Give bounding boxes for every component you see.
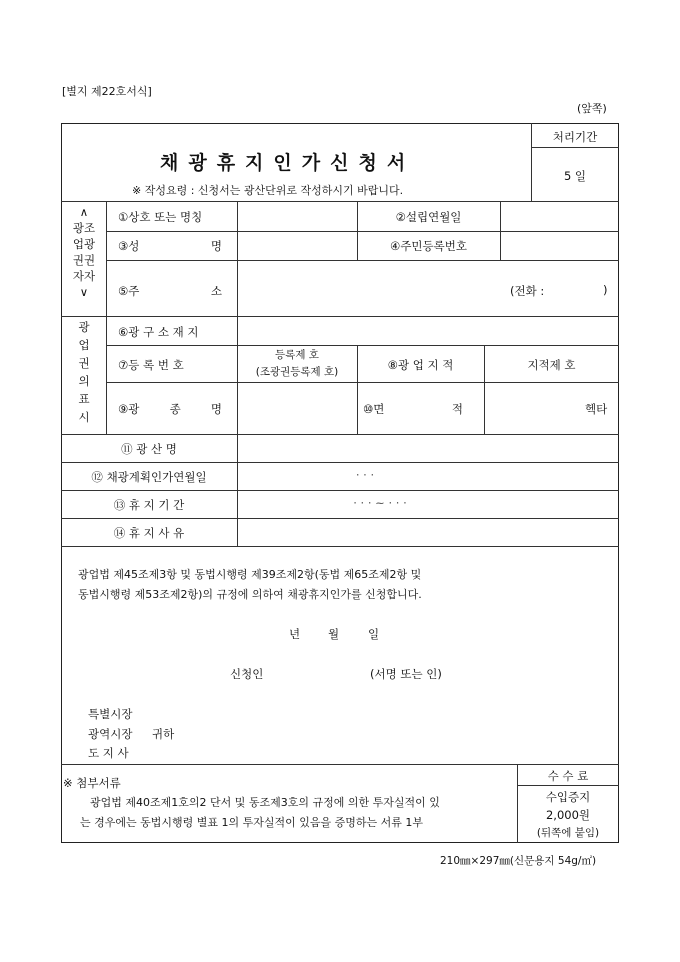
plan-approval-date-field[interactable]: · · · xyxy=(355,468,375,482)
mine-location-field[interactable] xyxy=(239,318,617,344)
suspension-reason-label: ⑭ 휴 지 사 유 xyxy=(113,526,185,540)
form-instruction: ※ 작성요령 : 신청서는 광산단위로 작성하시기 바랍니다. xyxy=(132,184,404,197)
suspension-reason-field[interactable] xyxy=(239,520,617,545)
phone-close: ) xyxy=(603,283,608,297)
attachments-title: ※ 첨부서류 xyxy=(63,776,121,790)
statement-line-2: 동법시행령 제53조제2항)의 규정에 의하여 채광휴지인가를 신청합니다. xyxy=(78,588,422,601)
date-day: 일 xyxy=(368,627,380,641)
form-reference: [별지 제22호서식] xyxy=(62,85,152,98)
name-label: ①상호 또는 명칭 xyxy=(118,210,203,224)
date-month: 월 xyxy=(328,627,340,641)
suspension-period-label: ⑬ 휴 지 기 간 xyxy=(113,498,185,512)
suspension-period-field[interactable]: · · · ~ · · · xyxy=(353,496,407,510)
person-name-label: ③성 명 xyxy=(118,239,222,253)
recipient-metro-city: 광역시장 xyxy=(88,727,133,741)
founded-date-label: ②설립연월일 xyxy=(395,210,462,224)
applicant-section-label: ∧ 광조 업광 권권 자자 ∨ xyxy=(72,205,96,299)
fee-stamp: 수입증지 xyxy=(545,790,591,804)
paper-spec: 210㎜×297㎜(신문용지 54g/㎡) xyxy=(440,855,597,867)
fee-label: 수 수 료 xyxy=(547,769,589,783)
signature-label: (서명 또는 인) xyxy=(370,667,442,681)
registration-number-alt: (조광권등록제 호) xyxy=(255,366,339,378)
phone-label: (전화 : xyxy=(510,284,545,298)
area-unit: 헥타 xyxy=(585,402,608,416)
mining-area-label: ⑧광 업 지 적 xyxy=(387,358,454,372)
resident-number-label: ④주민등록번호 xyxy=(390,239,467,253)
plan-approval-date-label: ⑫ 채광계획인가연월일 xyxy=(91,470,207,484)
recipient-governor: 도 지 사 xyxy=(88,746,129,760)
address-field[interactable] xyxy=(239,262,617,315)
recipient-honorific: 귀하 xyxy=(152,727,175,741)
name-field[interactable] xyxy=(239,203,355,230)
statement-line-1: 광업법 제45조제3항 및 동법시행령 제39조제2항(동법 제65조제2항 및 xyxy=(78,568,422,581)
mine-name-field[interactable] xyxy=(239,436,617,461)
person-name-field[interactable] xyxy=(239,233,355,259)
mine-location-label: ⑥광 구 소 재 지 xyxy=(118,325,199,339)
address-label: ⑤주 소 xyxy=(118,284,222,298)
mineral-type-label: ⑨광 종 명 xyxy=(118,402,222,416)
processing-period-value: 5 일 xyxy=(563,169,587,183)
mine-name-label: ⑪ 광 산 명 xyxy=(121,442,177,456)
area-label: ⑩면 적 xyxy=(363,402,463,416)
processing-period-label: 처리기간 xyxy=(552,130,598,144)
mineral-type-field[interactable] xyxy=(239,384,355,433)
mining-area-number: 지적제 호 xyxy=(527,358,576,372)
page-side-label: (앞쪽) xyxy=(577,102,607,115)
attachments-line-2: 는 경우에는 동법시행령 별표 1의 투자실적이 있음을 증명하는 서류 1부 xyxy=(80,816,423,829)
mining-section-label: 광 업 권 의 표 시 xyxy=(78,320,90,424)
resident-number-field[interactable] xyxy=(502,233,617,259)
recipient-special-city: 특별시장 xyxy=(88,707,133,721)
form-title: 채광휴지인가신청서 xyxy=(160,152,416,174)
fee-note: (뒤쪽에 붙임) xyxy=(536,827,600,839)
fee-amount: 2,000원 xyxy=(545,808,591,822)
attachments-line-1: 광업법 제40조제1호의2 단서 및 동조제3호의 규정에 의한 투자실적이 있 xyxy=(90,796,440,809)
registration-number-value: 등록제 호 xyxy=(275,349,319,361)
founded-date-field[interactable] xyxy=(502,203,617,230)
registration-number-label: ⑦등 록 번 호 xyxy=(118,358,184,372)
date-year: 년 xyxy=(289,627,301,641)
applicant-label: 신청인 xyxy=(230,667,264,681)
